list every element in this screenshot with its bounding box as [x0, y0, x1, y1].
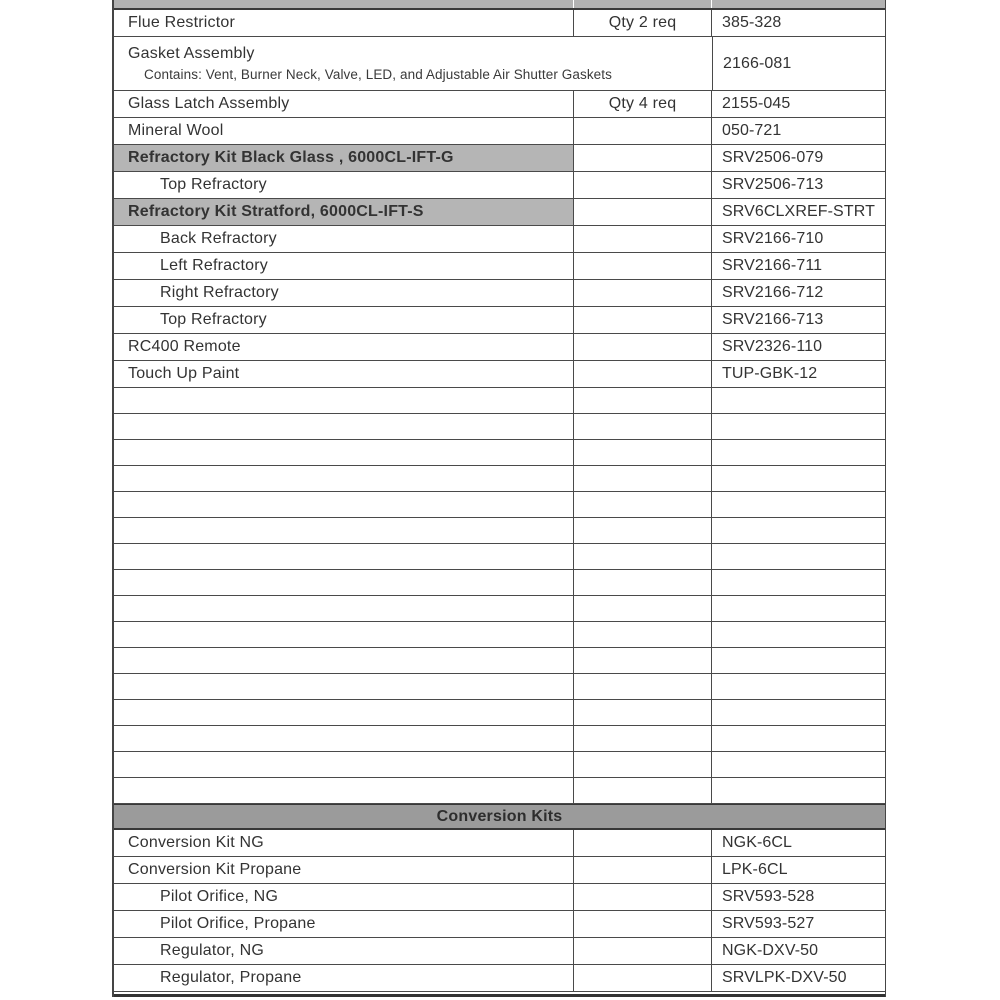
header-partial-qty-cell	[574, 0, 712, 8]
qty-cell	[574, 965, 712, 991]
empty-row	[114, 388, 885, 414]
qty-cell	[574, 466, 712, 491]
table-row	[114, 172, 885, 199]
qty-cell	[574, 118, 712, 144]
qty-cell: Qty 4 req	[574, 91, 712, 117]
qty-cell	[574, 938, 712, 964]
empty-row	[114, 700, 885, 726]
description-cell	[114, 518, 574, 543]
description-cell	[114, 544, 574, 569]
empty-row	[114, 544, 885, 570]
description-cell: Touch Up Paint	[114, 361, 574, 387]
section-header: Conversion Kits	[436, 807, 563, 825]
description-cell	[114, 752, 574, 777]
contains-note: Contains: Vent, Burner Neck, Valve, LED, and Adjustable Air Shutter Gaskets	[144, 67, 612, 82]
empty-row	[114, 778, 885, 804]
qty-cell	[574, 911, 712, 937]
description-cell: Conversion Kit Propane	[114, 857, 574, 883]
description-cell: Pilot Orifice, NG	[114, 884, 574, 910]
part-number-cell: NGK-6CL	[722, 834, 793, 851]
description-cell: Left Refractory	[114, 253, 574, 279]
part-number-cell	[712, 726, 885, 751]
part-number-cell: SRVLPK-DXV-50	[722, 969, 847, 986]
qty-cell	[574, 388, 712, 413]
description-cell: Regulator, Propane	[114, 965, 574, 991]
qty-cell	[574, 752, 712, 777]
empty-row	[114, 414, 885, 440]
part-number-cell	[712, 544, 885, 569]
empty-row	[114, 752, 885, 778]
description-cell: Top Refractory	[114, 307, 574, 333]
table-row	[114, 199, 885, 226]
table-row	[114, 307, 885, 334]
part-number-cell	[712, 466, 885, 491]
table-row	[114, 938, 885, 965]
part-number-cell: SRV2506-713	[722, 176, 824, 193]
qty-cell	[574, 334, 712, 360]
description-cell	[114, 622, 574, 647]
part-number-cell: LPK-6CL	[722, 861, 788, 878]
description-cell	[114, 700, 574, 725]
description-cell	[114, 440, 574, 465]
table-row	[114, 361, 885, 388]
qty-cell	[574, 361, 712, 387]
part-number-cell: SRV593-527	[722, 915, 815, 932]
table-row	[114, 226, 885, 253]
qty-cell	[574, 778, 712, 803]
empty-row	[114, 518, 885, 544]
part-number-cell	[712, 674, 885, 699]
qty-cell	[574, 518, 712, 543]
header-partial-part-cell	[712, 0, 885, 8]
description-cell: Flue Restrictor	[114, 10, 574, 36]
part-number-cell	[712, 700, 885, 725]
description-cell	[114, 674, 574, 699]
table-row	[114, 965, 885, 992]
part-number-cell	[712, 752, 885, 777]
description-cell	[114, 648, 574, 673]
parts-table	[112, 0, 886, 997]
table-header-partial	[114, 0, 885, 10]
part-number-cell	[712, 778, 885, 803]
description-cell: Glass Latch Assembly	[114, 91, 574, 117]
empty-row	[114, 726, 885, 752]
qty-cell	[574, 172, 712, 198]
table-rows	[114, 10, 885, 992]
qty-cell	[574, 544, 712, 569]
description-cell	[114, 778, 574, 803]
qty-cell	[574, 570, 712, 595]
part-number-cell: 050-721	[722, 122, 782, 139]
qty-cell	[574, 596, 712, 621]
qty-cell	[574, 226, 712, 252]
part-number-cell	[712, 570, 885, 595]
description-cell	[114, 596, 574, 621]
header-partial-description-cell	[114, 0, 574, 8]
part-number-cell	[712, 388, 885, 413]
empty-row	[114, 492, 885, 518]
description-cell	[114, 466, 574, 491]
table-row	[114, 145, 885, 172]
part-number-cell: SRV2166-711	[722, 257, 823, 274]
section-header-row	[114, 804, 885, 830]
description-cell	[114, 492, 574, 517]
table-row	[114, 118, 885, 145]
description-cell: Mineral Wool	[114, 118, 574, 144]
description-cell	[114, 37, 713, 90]
part-number-cell: SRV6CLXREF-STRT	[722, 203, 875, 220]
description-cell: Right Refractory	[114, 280, 574, 306]
empty-row	[114, 570, 885, 596]
description-cell: Back Refractory	[114, 226, 574, 252]
description-cell: Pilot Orifice, Propane	[114, 911, 574, 937]
qty-cell	[574, 307, 712, 333]
part-number-cell	[712, 414, 885, 439]
table-row	[114, 10, 885, 37]
empty-row	[114, 596, 885, 622]
description-cell: Top Refractory	[114, 172, 574, 198]
description-cell: Regulator, NG	[114, 938, 574, 964]
table-row	[114, 911, 885, 938]
part-number-cell: NGK-DXV-50	[722, 942, 819, 959]
part-number-cell	[712, 622, 885, 647]
qty-cell	[574, 440, 712, 465]
part-number-cell: SRV2166-713	[722, 311, 824, 328]
description-cell	[114, 570, 574, 595]
empty-row	[114, 440, 885, 466]
table-row	[114, 884, 885, 911]
qty-cell	[574, 622, 712, 647]
qty-cell	[574, 884, 712, 910]
empty-row	[114, 622, 885, 648]
description-cell	[114, 414, 574, 439]
qty-cell	[574, 857, 712, 883]
part-number-cell	[712, 518, 885, 543]
qty-cell	[574, 492, 712, 517]
empty-row	[114, 648, 885, 674]
qty-cell	[574, 145, 712, 171]
table-row	[114, 91, 885, 118]
part-number-cell	[712, 440, 885, 465]
part-number-cell: SRV2326-110	[722, 338, 823, 355]
qty-cell: Qty 2 req	[574, 10, 712, 36]
table-row	[114, 334, 885, 361]
qty-cell	[574, 648, 712, 673]
part-number-cell	[712, 492, 885, 517]
part-number-cell: SRV2166-712	[722, 284, 824, 301]
part-number-cell: 2155-045	[722, 95, 791, 112]
part-number-cell: 385-328	[722, 14, 782, 31]
qty-cell	[574, 726, 712, 751]
table-row	[114, 857, 885, 884]
qty-cell	[574, 674, 712, 699]
qty-cell	[574, 700, 712, 725]
part-number-cell: SRV2506-079	[722, 149, 824, 166]
qty-cell	[574, 199, 712, 225]
part-number-cell	[712, 648, 885, 673]
qty-cell	[574, 280, 712, 306]
description-cell: Conversion Kit NG	[114, 830, 574, 856]
description-cell	[114, 726, 574, 751]
table-row	[114, 830, 885, 857]
table-row	[114, 37, 885, 91]
qty-cell	[574, 253, 712, 279]
description-cell	[114, 388, 574, 413]
qty-cell	[574, 830, 712, 856]
description-text: Gasket Assembly	[128, 45, 255, 62]
part-number-cell: SRV593-528	[722, 888, 815, 905]
part-number-cell: 2166-081	[723, 54, 792, 72]
empty-row	[114, 674, 885, 700]
part-number-cell: TUP-GBK-12	[722, 365, 818, 382]
table-row	[114, 253, 885, 280]
table-row	[114, 280, 885, 307]
description-cell: RC400 Remote	[114, 334, 574, 360]
description-cell: Refractory Kit Stratford, 6000CL-IFT-S	[114, 199, 574, 225]
description-cell: Refractory Kit Black Glass , 6000CL-IFT-G	[114, 145, 574, 171]
part-number-cell	[712, 596, 885, 621]
part-number-cell: SRV2166-710	[722, 230, 824, 247]
table-bottom-border	[114, 992, 885, 997]
qty-cell	[574, 414, 712, 439]
empty-row	[114, 466, 885, 492]
